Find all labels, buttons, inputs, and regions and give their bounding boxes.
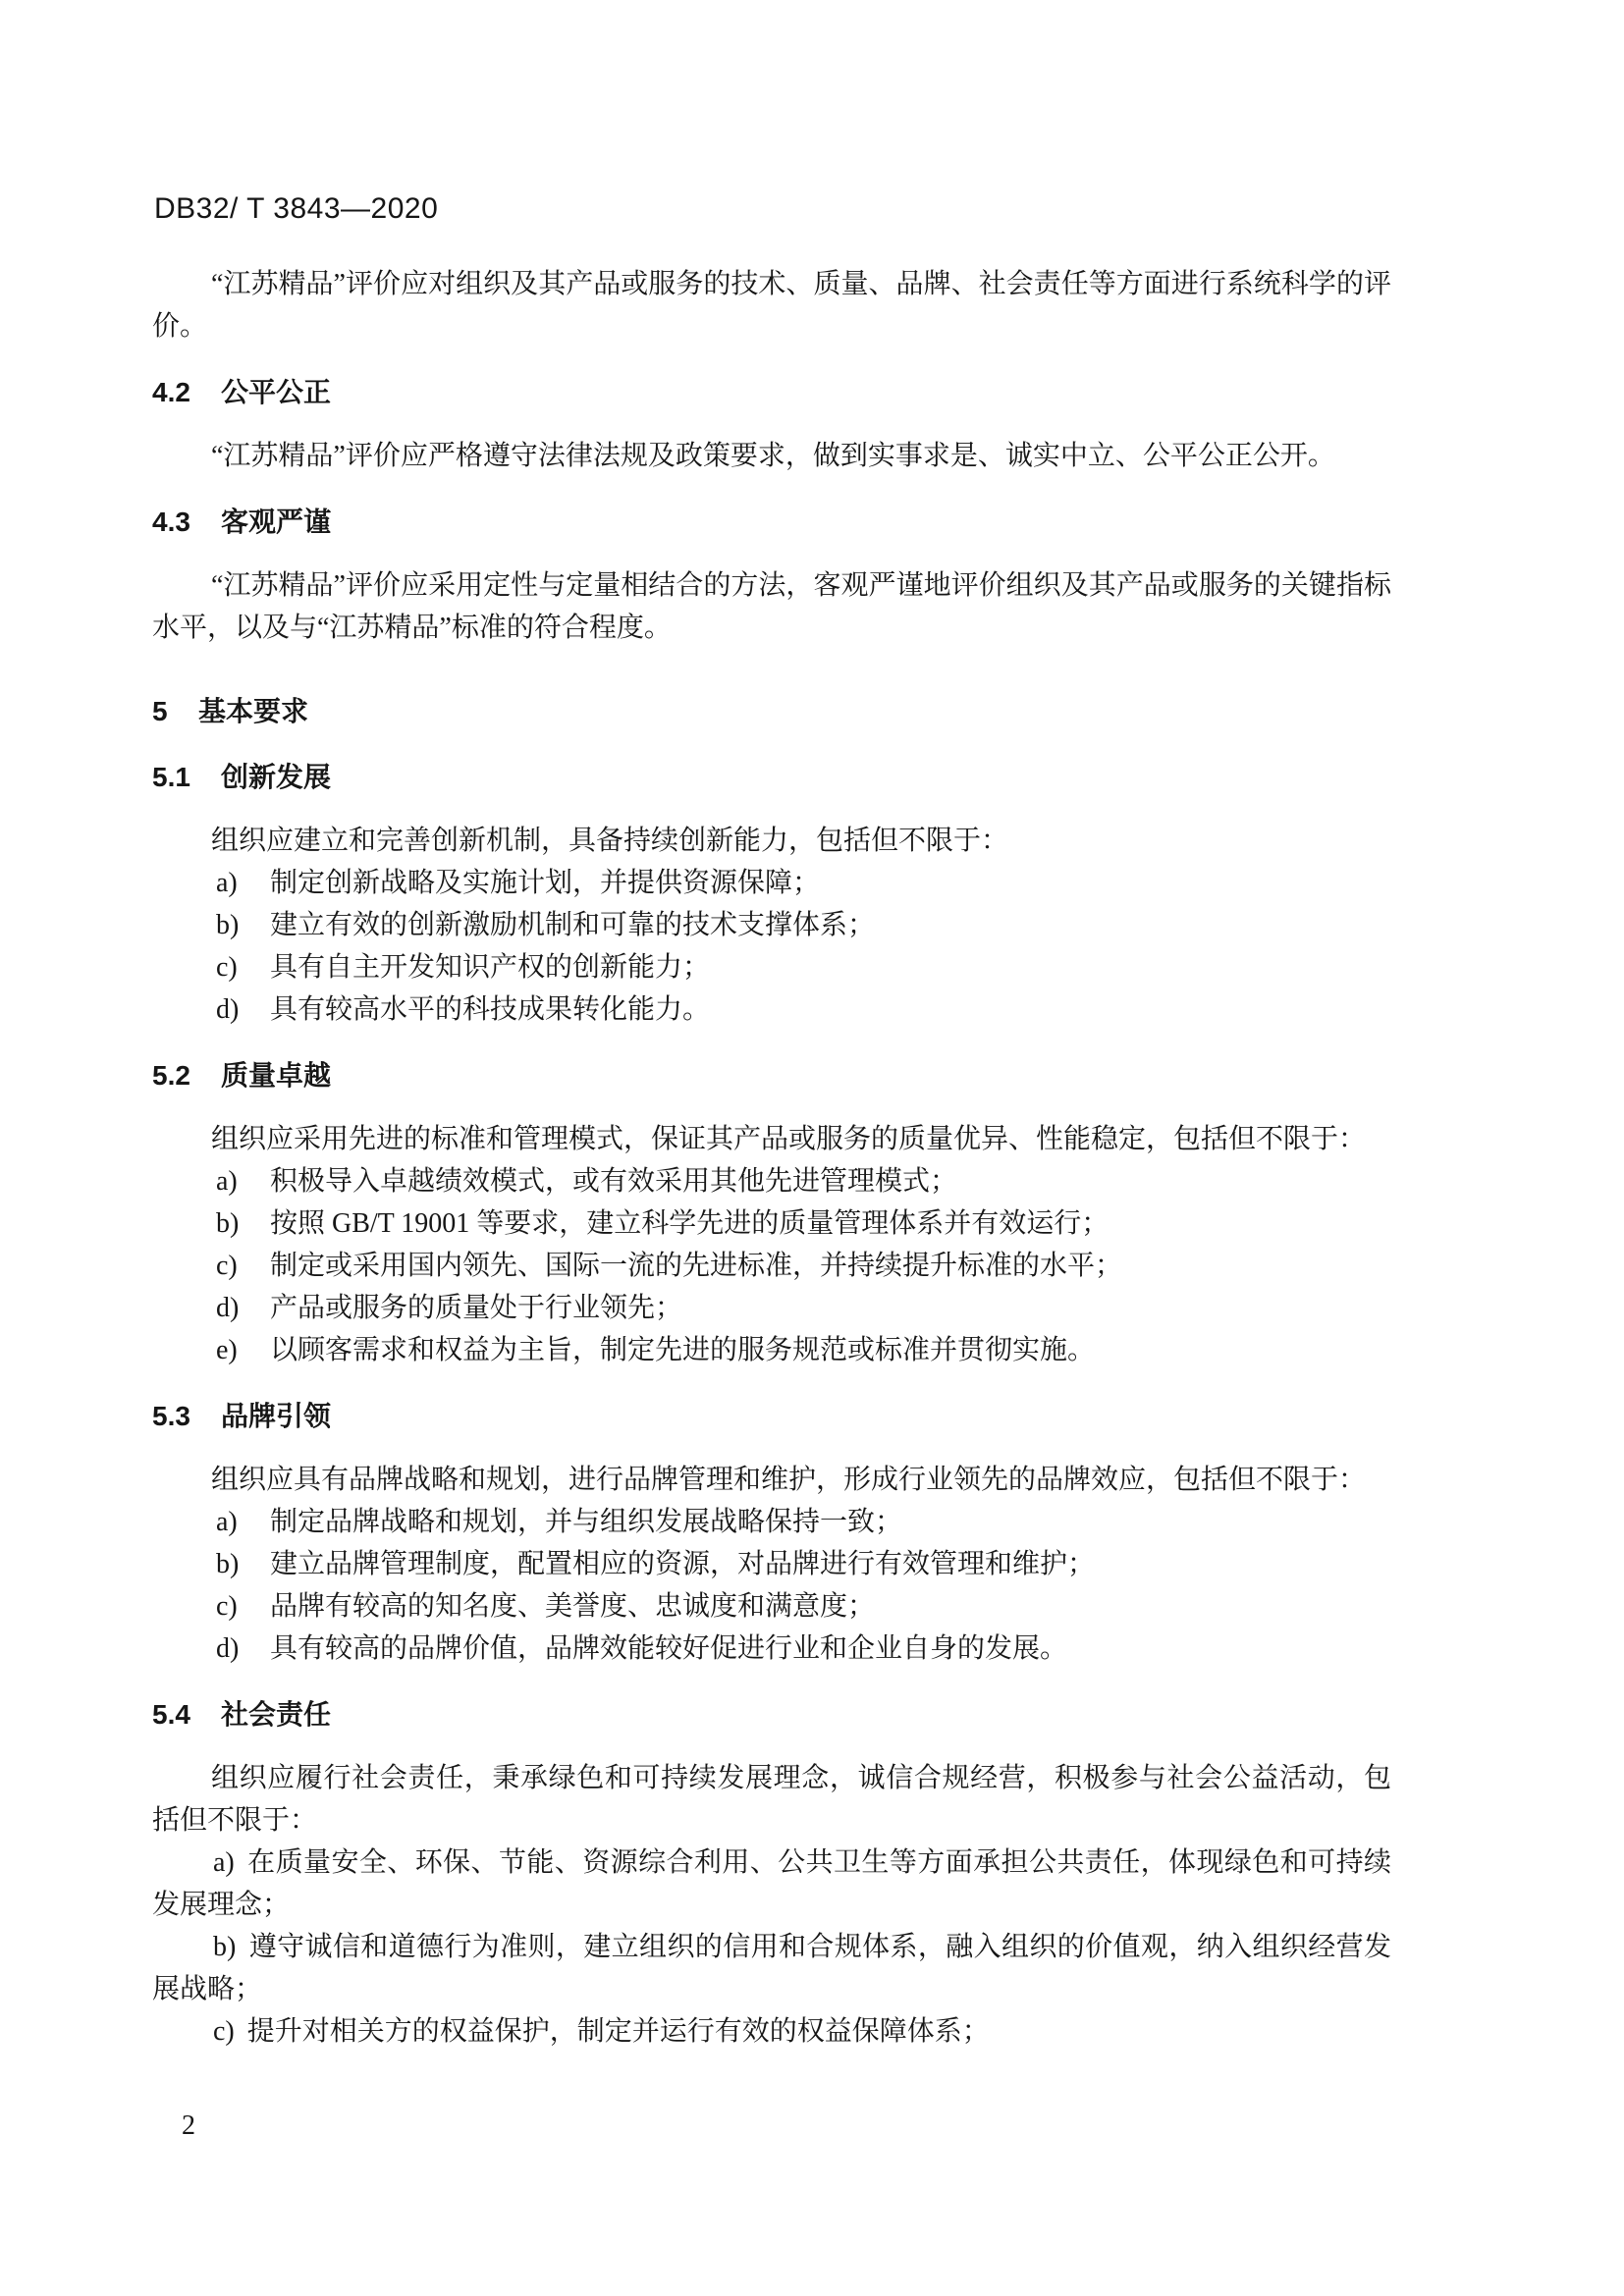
list-item [152,1543,1391,1585]
list-item-marker: b) [213,1932,237,1962]
list-item-text: 具有较高水平的科技成果转化能力。 [270,994,711,1025]
list-item-marker: b) [216,910,240,940]
list-item [152,1585,1391,1628]
list-item-text: 品牌有较高的知名度、美誉度、忠诚度和满意度； [270,1591,876,1622]
list-item-text: 积极导入卓越绩效模式，或有效采用其他先进管理模式； [270,1166,958,1197]
section-heading [152,1693,1391,1735]
section-heading [152,501,1391,543]
list-item-marker: b) [216,1549,240,1579]
section-title: 基本要求 [198,696,309,726]
paragraph: “江苏精品”评价应对组织及其产品或服务的技术、质量、品牌、社会责任等方面进行系统科学的评价。 [152,269,1391,342]
list-item-marker: a) [216,1166,238,1197]
list-item-text: 提升对相关方的权益保护，制定并运行有效的权益保障体系； [246,2016,990,2047]
document-code: DB32/ T 3843—2020 [154,192,439,225]
list-item [152,904,1391,946]
section-heading [152,756,1391,798]
paragraph: “江苏精品”评价应采用定性与定量相结合的方法，客观严谨地评价组织及其产品或服务的关键指标水平，以及与“江苏精品”标准的符合程度。 [152,570,1391,643]
list-item [152,1501,1391,1543]
section-title: 质量卓越 [221,1060,332,1091]
list-item [152,862,1391,904]
list-item-text: 以顾客需求和权益为主旨，制定先进的服务规范或标准并贯彻实施。 [270,1335,1096,1365]
list-item [152,1287,1391,1329]
list-item-text: 制定创新战略及实施计划，并提供资源保障； [270,868,821,898]
list-item-marker: e) [216,1335,238,1365]
list-item-marker: d) [216,994,240,1025]
section-number: 5.2 [152,1060,190,1091]
list-item-marker: a) [213,1847,235,1878]
list-item-text: 建立有效的创新激励机制和可靠的技术支撑体系； [270,910,876,940]
list [152,862,1391,1031]
list-item-marker: d) [216,1633,240,1664]
page-number: 2 [182,2110,195,2141]
list-item-text: 具有自主开发知识产权的创新能力； [270,952,711,983]
list-item-marker: d) [216,1293,240,1323]
list-item [152,1245,1391,1287]
section-number: 4.2 [152,377,190,407]
list-item-marker: b) [216,1208,240,1239]
list-item-text: 制定品牌战略和规划，并与组织发展战略保持一致； [270,1507,903,1537]
list-item-text: 遵守诚信和道德行为准则，建立组织的信用和合规体系，融入组织的价值观，纳入组织经营发展战略； [152,1932,1391,2004]
paragraph: 组织应采用先进的标准和管理模式，保证其产品或服务的质量优异、性能稳定，包括但不限于： [211,1124,1367,1154]
list-item-marker: a) [216,868,238,898]
paragraph: 组织应履行社会责任，秉承绿色和可持续发展理念，诚信合规经营，积极参与社会公益活动，包括但不限于： [152,1763,1391,1836]
list-item-marker: c) [213,2016,235,2047]
list-item [152,946,1391,988]
list [152,1842,1391,2053]
list [152,1160,1391,1371]
section-heading [152,1054,1391,1096]
list-item [152,1329,1391,1371]
list-item [152,988,1391,1031]
section-title: 创新发展 [221,762,332,792]
list-item-marker: c) [216,1591,238,1622]
section-number: 5.4 [152,1699,190,1730]
page-content [152,263,1391,2053]
list-item [152,1202,1391,1245]
section-heading [152,371,1391,413]
section-title: 社会责任 [221,1699,332,1730]
list-item [152,1926,1391,2010]
paragraph: 组织应具有品牌战略和规划，进行品牌管理和维护，形成行业领先的品牌效应，包括但不限于： [211,1465,1367,1495]
section-number: 5 [152,696,168,726]
list-item [152,2010,1391,2053]
list-item [152,1628,1391,1670]
list [152,1501,1391,1670]
list-item-marker: c) [216,1251,238,1281]
section-number: 4.3 [152,507,190,537]
list-item-text: 制定或采用国内领先、国际一流的先进标准，并持续提升标准的水平； [270,1251,1123,1281]
list-item [152,1160,1391,1202]
section-number: 5.3 [152,1401,190,1431]
list-item-text: 按照 GB/T 19001 等要求，建立科学先进的质量管理体系并有效运行； [270,1208,1110,1239]
list-item-marker: c) [216,952,238,983]
list-item-text: 具有较高的品牌价值，品牌效能较好促进行业和企业自身的发展。 [270,1633,1068,1664]
paragraph: 组织应建立和完善创新机制，具备持续创新能力，包括但不限于： [211,826,1009,856]
list-item [152,1842,1391,1926]
list-item-text: 在质量安全、环保、节能、资源综合利用、公共卫生等方面承担公共责任，体现绿色和可持续发展理念； [152,1847,1391,1920]
section-number: 5.1 [152,762,190,792]
section-title: 品牌引领 [221,1401,332,1431]
section-title: 客观严谨 [221,507,332,537]
section-title: 公平公正 [221,377,332,407]
section-heading [152,1395,1391,1437]
list-item-text: 建立品牌管理制度，配置相应的资源，对品牌进行有效管理和维护； [270,1549,1096,1579]
list-item-marker: a) [216,1507,238,1537]
list-item-text: 产品或服务的质量处于行业领先； [270,1293,683,1323]
paragraph: “江苏精品”评价应严格遵守法律法规及政策要求，做到实事求是、诚实中立、公平公正公开。 [211,441,1335,471]
section-heading [152,690,1391,732]
